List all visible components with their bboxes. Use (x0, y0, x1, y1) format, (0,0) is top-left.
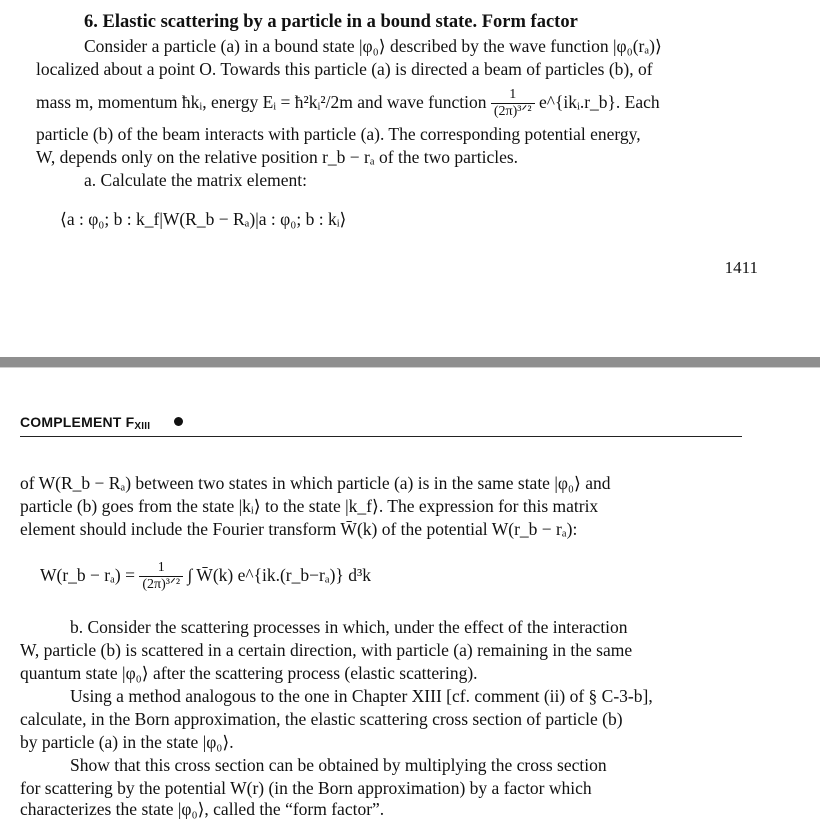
paragraph-line: localized about a point O. Towards this particle (a) is directed a beam of particles (b), of (36, 59, 653, 79)
bullet-icon (174, 417, 183, 426)
header-rule (20, 436, 742, 437)
paragraph-line: particle (b) goes from the state |kᵢ⟩ to the state |k_f⟩. The expression for this matrix (20, 496, 599, 516)
fraction-denominator: (2π)³ᐟ² (142, 577, 181, 593)
exercise-title: 6. Elastic scattering by a particle in a bound state. Form factor (84, 12, 578, 32)
paragraph-line: W, depends only on the relative position r_b − rₐ of the two particles. (36, 147, 519, 167)
fraction-numerator: 1 (139, 560, 183, 577)
paragraph-line-with-fraction (36, 82, 660, 122)
fraction-denominator: (2π)³ᐟ² (493, 104, 532, 120)
fraction-numerator: 1 (491, 87, 535, 104)
paragraph-line: calculate, in the Born approximation, the elastic scattering cross section of particle (b) (20, 709, 623, 729)
paragraph-line: for scattering by the potential W(r) (in the Born approximation) by a factor which (20, 778, 592, 798)
paragraph-line: element should include the Fourier transform W̄(k) of the potential W(r_b − rₐ): (20, 519, 578, 539)
paragraph-line: Consider a particle (a) in a bound state |φ₀⟩ described by the wave function |φ₀(rₐ)⟩ (84, 36, 662, 56)
complement-label-sub: XIII (134, 421, 151, 432)
paragraph-line: characterizes the state |φ₀⟩, called the “form factor”. (20, 799, 385, 819)
matrix-element-equation: ⟨a : φ₀; b : k_f|W(R_b − Rₐ)|a : φ₀; b : kᵢ⟩ (60, 209, 347, 229)
paragraph-line: Show that this cross section can be obtained by multiplying the cross section (70, 755, 607, 775)
fraction (139, 560, 183, 593)
question-b: b. Consider the scattering processes in which, under the effect of the interaction (70, 617, 628, 637)
page-separator (0, 357, 820, 367)
paragraph-line: W, particle (b) is scattered in a certain direction, with particle (a) remaining in the same (20, 640, 633, 660)
page-separator-line (0, 367, 820, 368)
fourier-equation (40, 550, 371, 600)
page-number: 1411 (724, 258, 758, 277)
text-run: mass m, momentum ħkᵢ, energy Eᵢ = ħ²kᵢ²/2m and wave function (36, 92, 487, 112)
paragraph-line: quantum state |φ₀⟩ after the scattering process (elastic scattering). (20, 663, 478, 683)
paragraph-line: of W(R_b − Rₐ) between two states in which particle (a) is in the same state |φ₀⟩ and (20, 473, 611, 493)
equation-rhs: ∫ W̄(k) e^{ik.(r_b−rₐ)} d³k (187, 565, 371, 585)
complement-header (20, 414, 183, 432)
question-a: a. Calculate the matrix element: (84, 170, 308, 190)
paragraph-line: by particle (a) in the state |φ₀⟩. (20, 732, 234, 752)
equation-lhs: W(r_b − rₐ) = (40, 565, 135, 585)
paragraph-line: Using a method analogous to the one in Chapter XIII [cf. comment (ii) of § C-3-b], (70, 686, 653, 706)
paragraph-line: particle (b) of the beam interacts with particle (a). The corresponding potential energy, (36, 124, 641, 144)
complement-label: COMPLEMENT F (20, 414, 135, 430)
fraction (491, 87, 535, 120)
text-run: e^{ikᵢ.r_b}. Each (538, 92, 660, 112)
